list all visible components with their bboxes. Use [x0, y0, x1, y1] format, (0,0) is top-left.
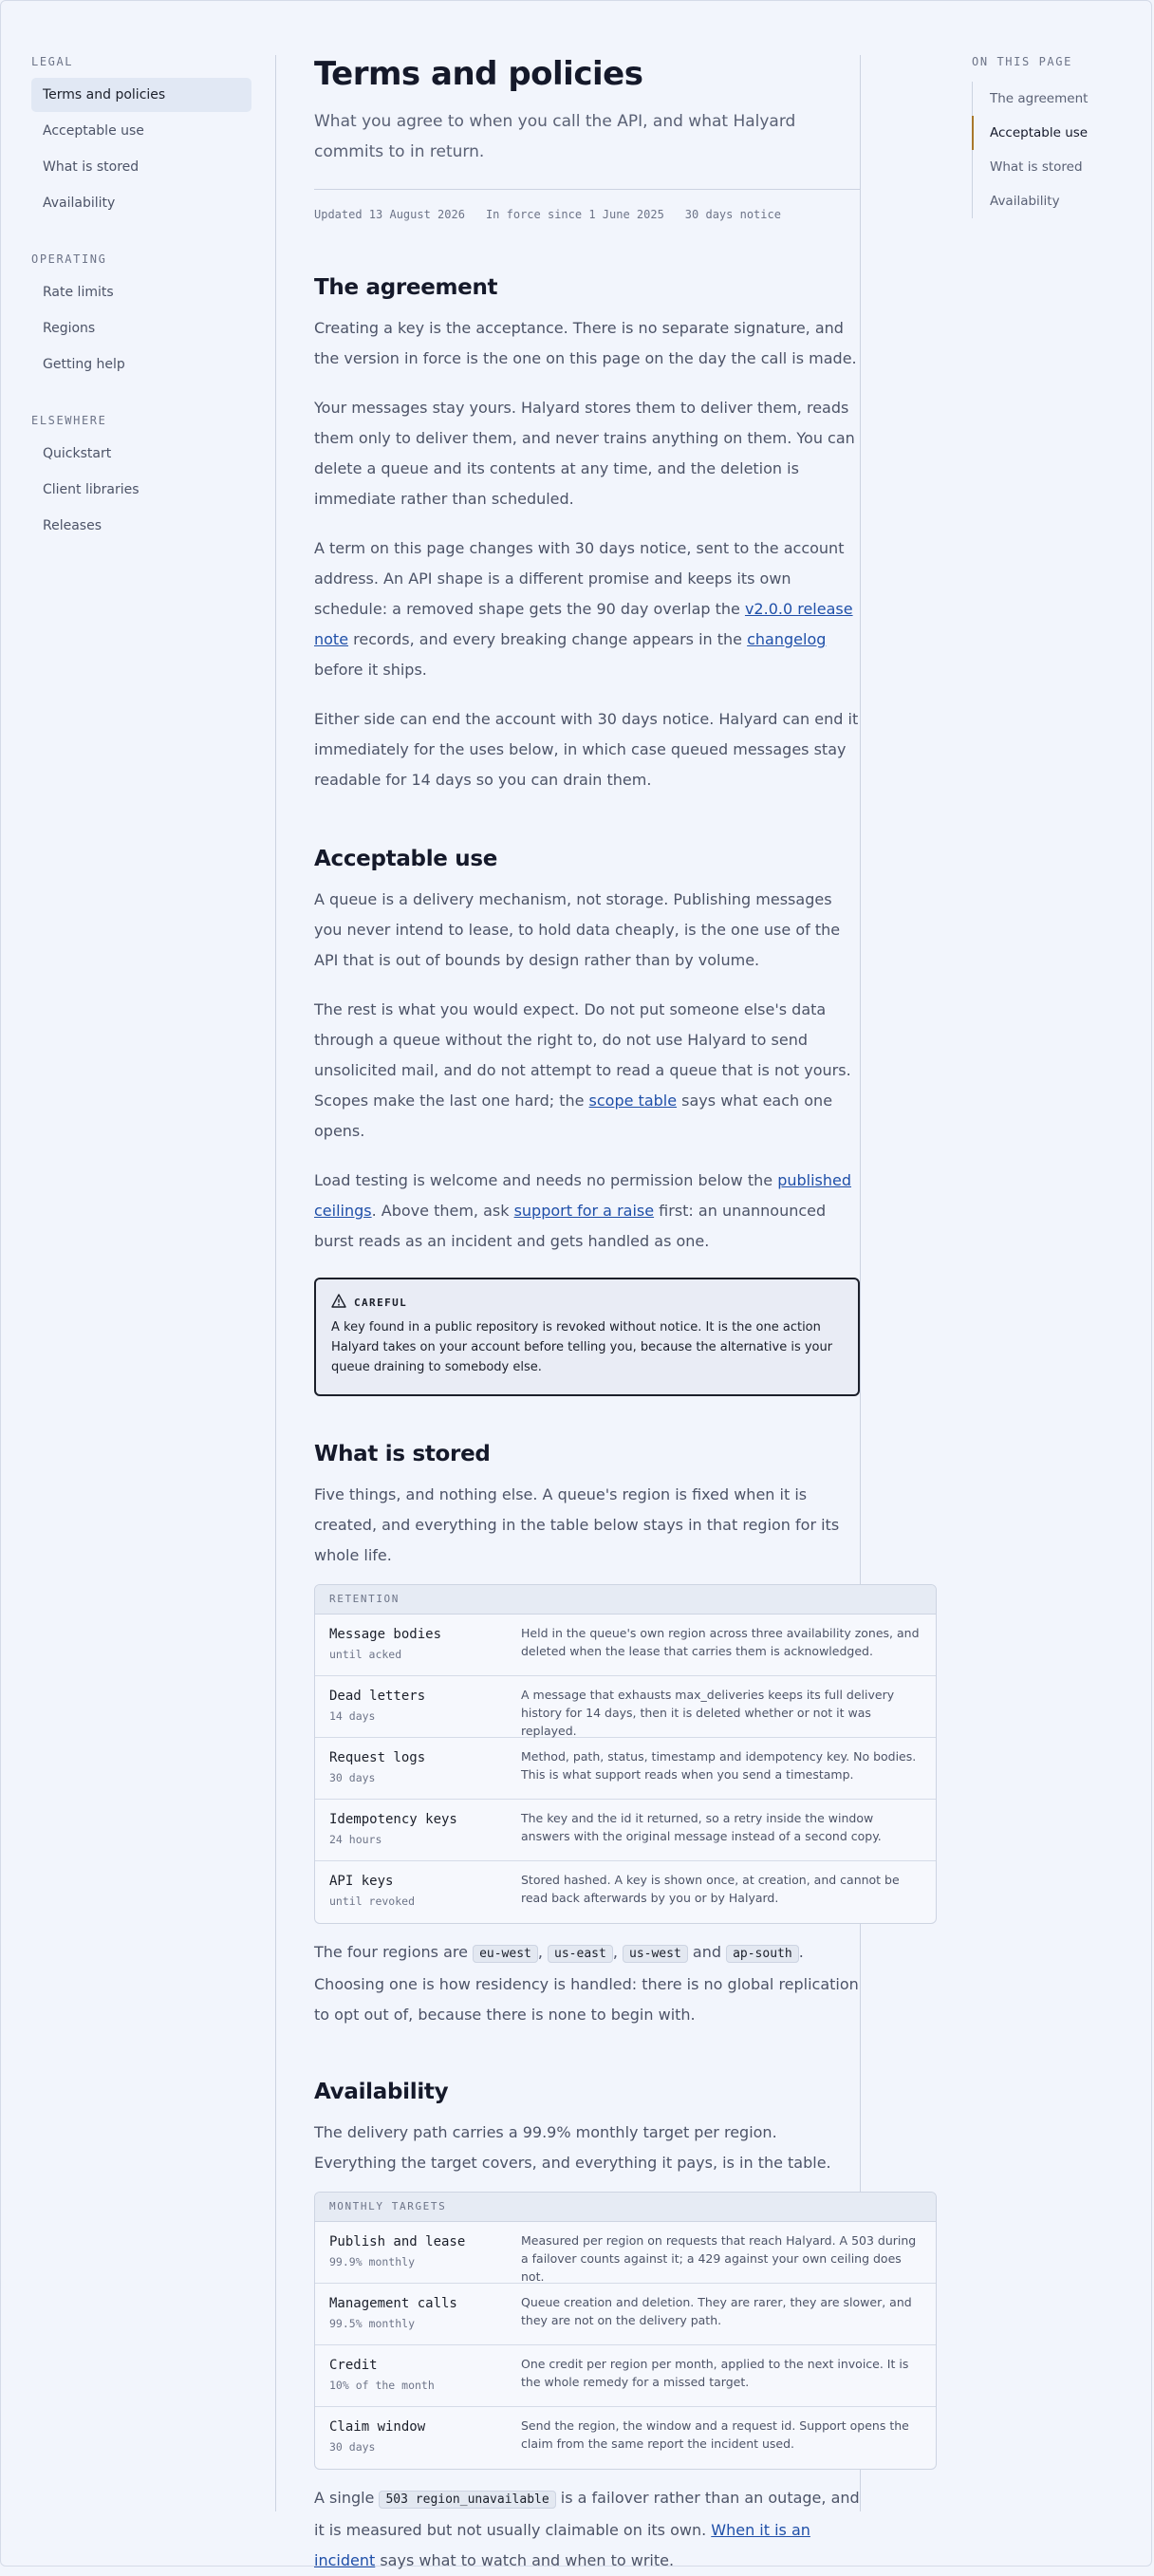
table-row	[315, 1676, 936, 1738]
warning-icon	[331, 1294, 346, 1312]
row-description: Queue creation and deletion. They are rarer, they are slower, and they are not on the delivery path.	[521, 2295, 912, 2327]
region-code: eu-west	[473, 1945, 538, 1963]
table-row	[315, 2222, 936, 2284]
nav-heading-operating: OPERATING	[31, 252, 107, 266]
row-name: Dead letters	[329, 1689, 426, 1704]
nav-group-legal	[31, 55, 251, 220]
row-retention: until revoked	[329, 1895, 416, 1908]
sidebar-item-client-libraries[interactable]: Client libraries	[43, 482, 140, 497]
availability-paragraph-1: The delivery path carries a 99.9% monthly target per region. Everything the target covers, and everything it pays, is in the table.	[314, 2123, 831, 2172]
table-row	[315, 1738, 936, 1800]
sidebar-item-what-is-stored[interactable]: What is stored	[43, 159, 140, 175]
row-target: 99.5% monthly	[329, 2317, 416, 2330]
heading-agreement: The agreement	[314, 275, 498, 300]
agreement-paragraph-1: Creating a key is the acceptance. There is no separate signature, and the version in force is the one on this page on the day the call is made.	[314, 319, 857, 367]
agreement-paragraph-3: A term on this page changes with 30 days notice, sent to the account address. An API shape is a different promise and keeps its own schedule: a removed shape gets the 90 day overlap the v2.0.0 release note records, and every breaking change appears in the changelog before it ships.	[314, 539, 853, 679]
main-content	[314, 53, 920, 2576]
row-retention: until acked	[329, 1648, 402, 1661]
row-target: 10% of the month	[329, 2379, 435, 2392]
sidebar-item-rate-limits[interactable]: Rate limits	[43, 285, 114, 300]
table-row	[315, 1800, 936, 1861]
row-retention: 14 days	[329, 1709, 376, 1723]
callout-text: A key found in a public repository is revoked without notice. It is the one action Halyard takes on your account before telling you, because the alternative is your queue draining to somebody else.	[331, 1320, 833, 1374]
heading-availability: Availability	[314, 2080, 449, 2104]
row-description: The key and the id it returned, so a retry inside the window answers with the original message instead of a second copy.	[521, 1811, 882, 1843]
row-description: Measured per region on requests that reach Halyard. A 503 during a failover counts against it; a 429 against your own ceiling does not.	[521, 2233, 917, 2284]
sidebar-item-getting-help[interactable]: Getting help	[43, 357, 125, 372]
row-description: Method, path, status, timestamp and idempotency key. No bodies. This is what support reads when you send a timestamp.	[521, 1749, 917, 1782]
page-lede: What you agree to when you call the API, and what Halyard commits to in return.	[314, 112, 796, 161]
row-name: Credit	[329, 2358, 378, 2373]
row-description: Held in the queue's own region across three availability zones, and deleted when the lease that carries them is acknowledged.	[521, 1626, 920, 1658]
heading-what-is-stored: What is stored	[314, 1442, 491, 1466]
nav-heading-elsewhere: ELSEWHERE	[31, 414, 107, 427]
on-this-page	[972, 55, 1133, 218]
toc-item-acceptable-use[interactable]: Acceptable use	[972, 116, 1133, 150]
row-retention: 30 days	[329, 1771, 376, 1784]
link-published-ceilings[interactable]: published ceilings	[314, 1171, 852, 1220]
row-description: A message that exhausts max_deliveries keeps its full delivery history for 14 days, then it is deleted whether or not it was replayed.	[521, 1688, 895, 1738]
acceptable-paragraph-1: A queue is a delivery mechanism, not storage. Publishing messages you never intend to lease, to hold data cheaply, is the one use of the API that is out of bounds by design rather than by volume.	[314, 890, 841, 969]
availability-paragraph-2: A single 503 region_unavailable is a failover rather than an outage, and it is measured but not usually claimable on its own. When it is an incident says what to watch and when to write.	[314, 2489, 860, 2569]
link-scope-table[interactable]: scope table	[588, 1092, 678, 1110]
link-release-note[interactable]: v2.0.0 release note	[314, 600, 853, 648]
heading-acceptable-use: Acceptable use	[314, 847, 498, 871]
row-description: Send the region, the window and a request id. Support opens the claim from the same report the incident used.	[521, 2418, 909, 2451]
link-support-for-raise[interactable]: support for a raise	[513, 1202, 655, 1220]
content-divider	[860, 55, 861, 2511]
table-row	[315, 2284, 936, 2345]
table-row	[315, 2407, 936, 2469]
row-name: Message bodies	[329, 1627, 442, 1642]
nav-heading-legal: LEGAL	[31, 55, 74, 68]
sidebar-item-acceptable-use[interactable]: Acceptable use	[43, 123, 144, 139]
sidebar-item-regions[interactable]: Regions	[43, 321, 96, 336]
row-name: Request logs	[329, 1750, 426, 1765]
row-description: One credit per region per month, applied to the next invoice. It is the whole remedy for a missed target.	[521, 2357, 909, 2389]
row-name: Management calls	[329, 2296, 457, 2311]
row-description: Stored hashed. A key is shown once, at creation, and cannot be read back afterwards by you or by Halyard.	[521, 1873, 900, 1905]
callout-label: CAREFUL	[354, 1296, 408, 1309]
section-what-is-stored	[314, 1440, 920, 2030]
region-code: us-east	[548, 1945, 613, 1963]
link-changelog[interactable]: changelog	[747, 630, 827, 648]
row-name: Publish and lease	[329, 2234, 466, 2249]
meta-divider	[314, 189, 860, 190]
careful-callout	[314, 1278, 860, 1396]
row-name: API keys	[329, 1874, 394, 1889]
table-row	[315, 2345, 936, 2407]
page-title: Terms and policies	[314, 55, 643, 93]
section-availability	[314, 2078, 917, 2576]
section-acceptable-use	[314, 845, 860, 1396]
table-row	[315, 1615, 936, 1676]
row-target: 30 days	[329, 2440, 376, 2454]
region-code: ap-south	[726, 1945, 799, 1963]
nav-group-operating	[31, 252, 251, 382]
sidebar-item-availability[interactable]: Availability	[43, 196, 116, 211]
agreement-paragraph-2: Your messages stay yours. Halyard stores them to deliver them, reads them only to deliver them, and never trains anything on them. You can delete a queue and its contents at any time, and the deletion is immediate rather than scheduled.	[314, 399, 855, 508]
sidebar-item-terms-and-policies[interactable]: Terms and policies	[31, 78, 251, 112]
page-meta	[314, 208, 860, 225]
row-name: Idempotency keys	[329, 1812, 457, 1827]
section-agreement	[314, 273, 860, 795]
left-sidebar	[31, 55, 251, 575]
nav-group-elsewhere	[31, 414, 251, 543]
sidebar-item-releases[interactable]: Releases	[43, 518, 102, 533]
retention-table	[314, 1584, 937, 1924]
acceptable-paragraph-2: The rest is what you would expect. Do not put someone else's data through a queue without the right to, do not use Halyard to send unsolicited mail, and do not attempt to read a queue that is not yours. Scopes make the last one hard; the scope table says what each one opens.	[314, 1000, 851, 1140]
meta-notice: 30 days notice	[684, 208, 781, 221]
meta-in-force: In force since 1 June 2025	[485, 208, 664, 221]
row-target: 99.9% monthly	[329, 2255, 416, 2268]
error-code: 503 region_unavailable	[379, 2491, 555, 2509]
toc-item-what-is-stored[interactable]: What is stored	[990, 159, 1083, 175]
link-when-it-is-an-incident[interactable]: When it is an incident	[314, 2521, 810, 2569]
sidebar-divider	[275, 55, 276, 2511]
table-row	[315, 1861, 936, 1923]
meta-updated: Updated 13 August 2026	[314, 208, 465, 221]
row-name: Claim window	[329, 2419, 426, 2435]
row-retention: 24 hours	[329, 1833, 382, 1846]
retention-table-heading: RETENTION	[315, 1585, 936, 1615]
agreement-paragraph-4: Either side can end the account with 30 days notice. Halyard can end it immediately for the uses below, in which case queued messages stay readable for 14 days so you can drain them.	[314, 710, 859, 789]
stored-paragraph-2: The four regions are eu-west , us-east , us-west and ap-south . Choosing one is how residency is handled: there is no global replication to opt out of, because there is none to begin with.	[314, 1943, 859, 2024]
monthly-targets-table	[314, 2192, 937, 2470]
region-code: us-west	[623, 1945, 688, 1963]
acceptable-paragraph-3: Load testing is welcome and needs no permission below the published ceilings. Above them, ask support for a raise first: an unannounced burst reads as an incident and gets handled as one.	[314, 1171, 852, 1250]
sidebar-item-quickstart[interactable]: Quickstart	[43, 446, 112, 461]
stored-paragraph-1: Five things, and nothing else. A queue's region is fixed when it is created, and everything in the table below stays in that region for its whole life.	[314, 1485, 840, 1564]
toc-heading: ON THIS PAGE	[972, 55, 1072, 68]
toc-item-the-agreement[interactable]: The agreement	[990, 91, 1089, 106]
toc-list	[972, 82, 1133, 218]
toc-item-availability[interactable]: Availability	[990, 194, 1060, 209]
monthly-targets-heading: MONTHLY TARGETS	[315, 2193, 936, 2222]
